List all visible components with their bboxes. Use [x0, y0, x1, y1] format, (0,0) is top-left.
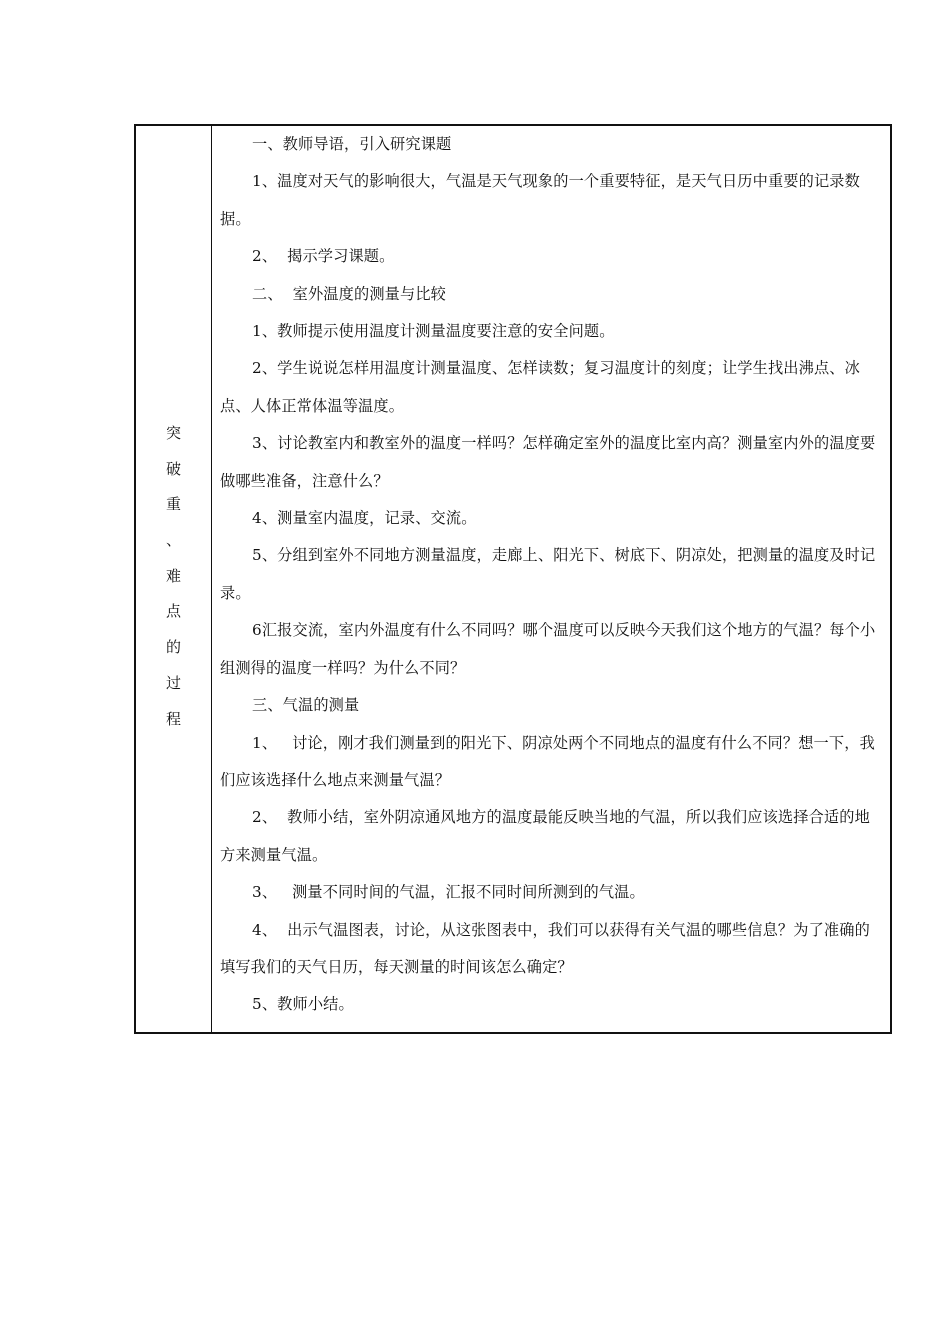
section-label: [136, 416, 211, 737]
section-label-char: 、: [165, 531, 181, 550]
section-label-char: 难: [165, 566, 181, 585]
paragraph: 2、学生说说怎样用温度计测量温度、怎样读数；复习温度计的刻度；让学生找出沸点、冰点、人体正常体温等温度。: [220, 359, 860, 415]
heading-intro: 一、教师导语，引入研究课题: [252, 135, 452, 153]
paragraph: 1、 讨论，刚才我们测量到的阳光下、阴凉处两个不同地点的温度有什么不同？想一下，我们应该选择什么地点来测量气温？: [220, 733, 875, 789]
paragraph: 2、 揭示学习课题。: [252, 247, 395, 266]
paragraph: 3、讨论教室内和教室外的温度一样吗？怎样确定室外的温度比室内高？测量室内外的温度要做哪些准备，注意什么？: [220, 434, 876, 490]
section-label-char: 的: [165, 638, 181, 657]
paragraph: 5、教师小结。: [252, 995, 354, 1014]
section-label-char: 破: [165, 459, 181, 478]
paragraph: 6汇报交流，室内外温度有什么不同吗？哪个温度可以反映今天我们这个地方的气温？每个小组测得的温度一样吗？为什么不同？: [220, 621, 876, 677]
paragraph: 4、 出示气温图表，讨论，从这张图表中，我们可以获得有关气温的哪些信息？为了准确的填写我们的天气日历，每天测量的时间该怎么确定？: [220, 920, 870, 976]
section-label-char: 点: [165, 602, 181, 621]
section-label-char: 程: [165, 709, 181, 728]
heading-air-temperature: 三、气温的测量: [252, 696, 360, 715]
paragraph: 5、分组到室外不同地方测量温度，走廊上、阳光下、树底下、阴凉处，把测量的温度及时记录。: [220, 546, 876, 602]
section-label-char: 过: [165, 673, 181, 692]
section-label-char: 突: [165, 424, 181, 442]
section-label-char: 重: [165, 495, 181, 514]
heading-outdoor-temperature: 二、 室外温度的测量与比较: [252, 284, 447, 303]
paragraph: 1、教师提示使用温度计测量温度要注意的安全问题。: [252, 322, 615, 341]
paragraph: 2、 教师小结，室外阴凉通风地方的温度最能反映当地的气温，所以我们应该选择合适的地方来测量气温。: [220, 808, 870, 864]
lesson-content: [220, 126, 882, 1024]
paragraph: 4、测量室内温度，记录、交流。: [252, 509, 477, 528]
paragraph: 1、温度对天气的影响很大，气温是天气现象的一个重要特征，是天气日历中重要的记录数据。: [220, 172, 860, 228]
section-label-cell: [136, 126, 212, 1032]
paragraph: 3、 测量不同时间的气温，汇报不同时间所测到的气温。: [252, 883, 645, 902]
